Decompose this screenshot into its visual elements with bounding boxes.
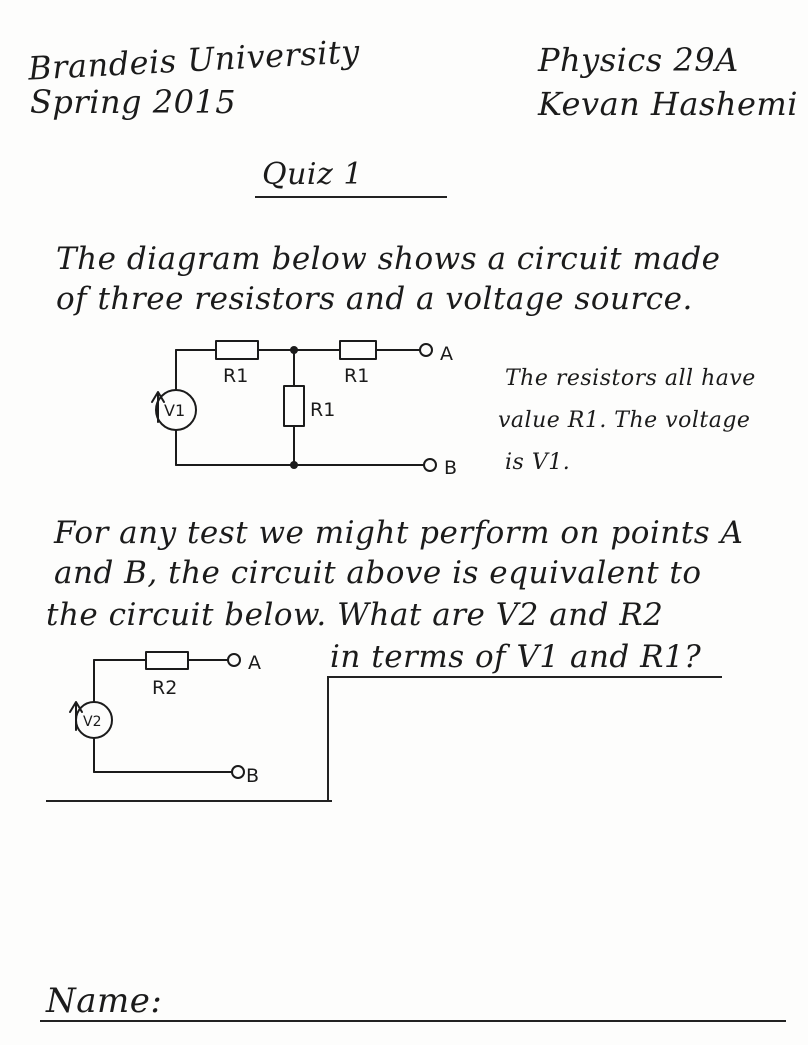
terminal-a-circle — [420, 344, 432, 356]
circuit1-note-line-1: The resistors all have — [505, 366, 756, 391]
instructor-name: Kevan Hashemi — [538, 85, 798, 123]
terminal-b-circle — [424, 459, 436, 471]
circuit1-source-label: V1 — [164, 401, 186, 420]
name-label: Name: — [46, 981, 163, 1021]
circuit1-resistor-middle-label: R1 — [310, 399, 336, 421]
resistor-top-left — [216, 341, 258, 359]
resistor-r2 — [146, 652, 188, 669]
circuit1-terminal-a: A — [440, 343, 453, 365]
question-line-3: the circuit below. What are V2 and R2 — [46, 597, 664, 633]
institution-name: Brandeis University — [27, 32, 361, 88]
circuit2-resistor-label: R2 — [152, 677, 178, 699]
circuit-2 — [70, 652, 261, 787]
terminal-b-circle — [232, 766, 244, 778]
circuit1-terminal-b: B — [444, 457, 458, 479]
circuit2-source-label: V2 — [83, 714, 102, 730]
terminal-a-circle — [228, 654, 240, 666]
resistor-middle — [284, 386, 304, 426]
circuit1-note-line-3: is V1. — [505, 450, 571, 475]
circuit2-terminal-b: B — [246, 765, 260, 787]
resistor-top-right — [340, 341, 376, 359]
circuit2-terminal-a: A — [248, 652, 261, 674]
course-name: Physics 29A — [538, 41, 739, 79]
circuit1-resistor-top-left-label: R1 — [223, 365, 249, 387]
question-line-4: in terms of V1 and R1? — [330, 639, 702, 675]
circuit1-note-line-2: value R1. The voltage — [498, 408, 751, 433]
intro-line-1: The diagram below shows a circuit made — [56, 241, 721, 277]
circuit1-resistor-top-right-label: R1 — [344, 365, 370, 387]
question-line-2: and B, the circuit above is equivalent to — [54, 555, 702, 591]
intro-line-2: of three resistors and a voltage source. — [56, 281, 693, 317]
quiz-title: Quiz 1 — [262, 157, 363, 192]
circuit-1 — [152, 341, 457, 479]
question-line-1: For any test we might perform on points A — [54, 515, 744, 551]
term-label: Spring 2015 — [30, 83, 237, 121]
